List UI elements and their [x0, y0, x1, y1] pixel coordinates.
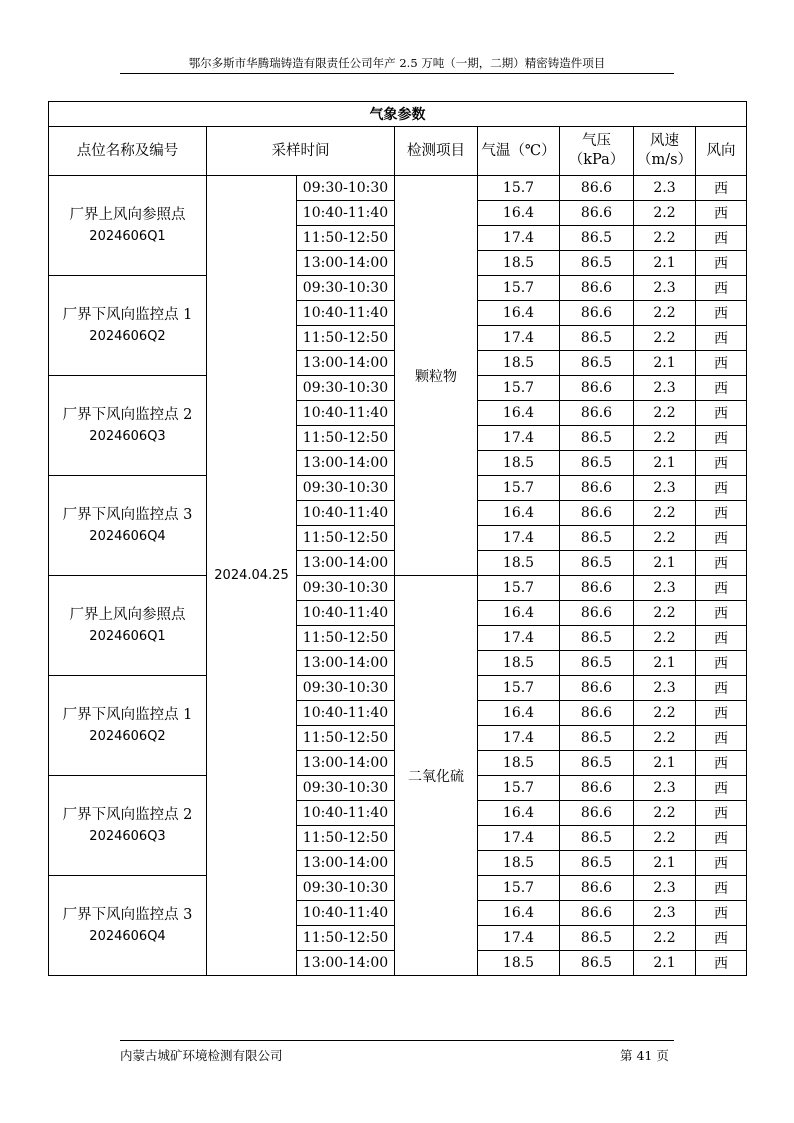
temp-cell: 15.7 [478, 376, 560, 401]
temp-cell: 15.7 [478, 676, 560, 701]
temp-cell: 16.4 [478, 901, 560, 926]
temp-cell: 18.5 [478, 251, 560, 276]
col-header-pressure-unit: （kPa） [568, 152, 625, 168]
item-cell: 二氧化硫 [395, 576, 478, 976]
item-cell: 颗粒物 [395, 176, 478, 576]
temp-cell: 15.7 [478, 876, 560, 901]
wind-dir-cell: 西 [696, 626, 747, 651]
pressure-cell: 86.5 [560, 526, 634, 551]
time-cell: 09:30-10:30 [297, 776, 395, 801]
col-header-point: 点位名称及编号 [49, 127, 207, 176]
table-row [49, 576, 747, 601]
wind-speed-cell: 2.3 [634, 376, 696, 401]
wind-dir-cell: 西 [696, 376, 747, 401]
pressure-cell: 86.5 [560, 751, 634, 776]
point-cell [49, 876, 207, 976]
wind-dir-cell: 西 [696, 776, 747, 801]
pressure-cell: 86.6 [560, 801, 634, 826]
time-cell: 11:50-12:50 [297, 926, 395, 951]
pressure-cell: 86.6 [560, 376, 634, 401]
point-cell [49, 476, 207, 576]
time-cell: 09:30-10:30 [297, 176, 395, 201]
wind-dir-cell: 西 [696, 926, 747, 951]
wind-dir-cell: 西 [696, 651, 747, 676]
time-cell: 09:30-10:30 [297, 576, 395, 601]
temp-cell: 17.4 [478, 926, 560, 951]
wind-dir-cell: 西 [696, 851, 747, 876]
pressure-cell: 86.6 [560, 301, 634, 326]
wind-speed-cell: 2.2 [634, 526, 696, 551]
pressure-cell: 86.5 [560, 351, 634, 376]
wind-speed-cell: 2.2 [634, 601, 696, 626]
wind-speed-cell: 2.2 [634, 701, 696, 726]
header-rule [120, 73, 674, 74]
time-cell: 09:30-10:30 [297, 676, 395, 701]
pressure-cell: 86.5 [560, 626, 634, 651]
wind-dir-cell: 西 [696, 276, 747, 301]
table-title: 气象参数 [49, 102, 747, 127]
wind-dir-cell: 西 [696, 301, 747, 326]
wind-speed-cell: 2.2 [634, 226, 696, 251]
table-row [49, 176, 747, 201]
pressure-cell: 86.6 [560, 576, 634, 601]
col-header-pressure [560, 127, 634, 176]
time-cell: 09:30-10:30 [297, 276, 395, 301]
point-code: 2024606Q3 [89, 428, 166, 444]
time-cell: 10:40-11:40 [297, 601, 395, 626]
temp-cell: 15.7 [478, 576, 560, 601]
wind-speed-cell: 2.3 [634, 776, 696, 801]
pressure-cell: 86.6 [560, 601, 634, 626]
pressure-cell: 86.5 [560, 326, 634, 351]
wind-speed-cell: 2.1 [634, 251, 696, 276]
wind-dir-cell: 西 [696, 501, 747, 526]
time-cell: 10:40-11:40 [297, 901, 395, 926]
point-code: 2024606Q3 [89, 828, 166, 844]
time-cell: 11:50-12:50 [297, 426, 395, 451]
temp-cell: 16.4 [478, 701, 560, 726]
pressure-cell: 86.6 [560, 701, 634, 726]
pressure-cell: 86.5 [560, 951, 634, 976]
temp-cell: 18.5 [478, 351, 560, 376]
point-name: 厂界下风向监控点 3 [62, 906, 193, 923]
pressure-cell: 86.5 [560, 226, 634, 251]
pressure-cell: 86.6 [560, 901, 634, 926]
temp-cell: 18.5 [478, 551, 560, 576]
time-cell: 13:00-14:00 [297, 351, 395, 376]
temp-cell: 18.5 [478, 651, 560, 676]
wind-dir-cell: 西 [696, 551, 747, 576]
wind-dir-cell: 西 [696, 351, 747, 376]
wind-dir-cell: 西 [696, 901, 747, 926]
wind-dir-cell: 西 [696, 701, 747, 726]
point-code: 2024606Q4 [89, 528, 166, 544]
wind-dir-cell: 西 [696, 951, 747, 976]
pressure-cell: 86.6 [560, 201, 634, 226]
point-cell [49, 776, 207, 876]
wind-speed-cell: 2.1 [634, 651, 696, 676]
time-cell: 13:00-14:00 [297, 751, 395, 776]
wind-dir-cell: 西 [696, 226, 747, 251]
point-cell [49, 176, 207, 276]
pressure-cell: 86.5 [560, 426, 634, 451]
footer-rule [120, 1040, 674, 1041]
point-code: 2024606Q2 [89, 728, 166, 744]
point-code: 2024606Q1 [89, 228, 166, 244]
temp-cell: 18.5 [478, 851, 560, 876]
time-cell: 10:40-11:40 [297, 701, 395, 726]
col-header-time: 采样时间 [207, 127, 395, 176]
weather-params-table [48, 101, 747, 976]
wind-dir-cell: 西 [696, 401, 747, 426]
col-header-wind-dir: 风向 [696, 127, 747, 176]
wind-dir-cell: 西 [696, 176, 747, 201]
pressure-cell: 86.6 [560, 876, 634, 901]
pressure-cell: 86.5 [560, 851, 634, 876]
temp-cell: 17.4 [478, 726, 560, 751]
point-cell [49, 276, 207, 376]
page-header: 鄂尔多斯市华腾瑞铸造有限责任公司年产 2.5 万吨（一期，二期）精密铸造件项目 [188, 56, 606, 70]
wind-dir-cell: 西 [696, 251, 747, 276]
wind-speed-cell: 2.2 [634, 501, 696, 526]
temp-cell: 16.4 [478, 601, 560, 626]
wind-speed-cell: 2.2 [634, 826, 696, 851]
temp-cell: 18.5 [478, 751, 560, 776]
pressure-cell: 86.6 [560, 501, 634, 526]
col-header-wind-speed-unit: （m/s） [636, 152, 693, 168]
wind-speed-cell: 2.2 [634, 801, 696, 826]
pressure-cell: 86.5 [560, 726, 634, 751]
temp-cell: 17.4 [478, 426, 560, 451]
wind-speed-cell: 2.2 [634, 401, 696, 426]
sampling-date: 2024.04.25 [207, 176, 297, 976]
wind-dir-cell: 西 [696, 676, 747, 701]
temp-cell: 16.4 [478, 501, 560, 526]
temp-cell: 16.4 [478, 301, 560, 326]
wind-speed-cell: 2.2 [634, 726, 696, 751]
temp-cell: 15.7 [478, 276, 560, 301]
point-name: 厂界下风向监控点 1 [62, 306, 193, 323]
footer-page-number: 第 41 页 [620, 1048, 669, 1063]
wind-dir-cell: 西 [696, 751, 747, 776]
wind-dir-cell: 西 [696, 426, 747, 451]
wind-dir-cell: 西 [696, 876, 747, 901]
wind-dir-cell: 西 [696, 451, 747, 476]
time-cell: 10:40-11:40 [297, 301, 395, 326]
pressure-cell: 86.5 [560, 451, 634, 476]
time-cell: 11:50-12:50 [297, 226, 395, 251]
temp-cell: 17.4 [478, 626, 560, 651]
temp-cell: 18.5 [478, 451, 560, 476]
wind-speed-cell: 2.3 [634, 901, 696, 926]
point-name: 厂界下风向监控点 2 [62, 806, 193, 823]
point-cell [49, 576, 207, 676]
time-cell: 13:00-14:00 [297, 551, 395, 576]
wind-speed-cell: 2.2 [634, 426, 696, 451]
wind-speed-cell: 2.1 [634, 451, 696, 476]
footer-company: 内蒙古城矿环境检测有限公司 [120, 1048, 283, 1063]
time-cell: 13:00-14:00 [297, 951, 395, 976]
pressure-cell: 86.5 [560, 926, 634, 951]
col-header-pressure-label: 气压 [582, 133, 611, 149]
time-cell: 09:30-10:30 [297, 376, 395, 401]
wind-dir-cell: 西 [696, 201, 747, 226]
point-cell [49, 676, 207, 776]
time-cell: 11:50-12:50 [297, 726, 395, 751]
time-cell: 10:40-11:40 [297, 801, 395, 826]
pressure-cell: 86.6 [560, 476, 634, 501]
temp-cell: 15.7 [478, 776, 560, 801]
time-cell: 11:50-12:50 [297, 326, 395, 351]
temp-cell: 15.7 [478, 476, 560, 501]
pressure-cell: 86.5 [560, 251, 634, 276]
wind-speed-cell: 2.1 [634, 951, 696, 976]
time-cell: 13:00-14:00 [297, 451, 395, 476]
wind-speed-cell: 2.1 [634, 851, 696, 876]
temp-cell: 17.4 [478, 226, 560, 251]
point-code: 2024606Q1 [89, 628, 166, 644]
pressure-cell: 86.6 [560, 676, 634, 701]
point-code: 2024606Q4 [89, 928, 166, 944]
time-cell: 11:50-12:50 [297, 626, 395, 651]
wind-dir-cell: 西 [696, 801, 747, 826]
time-cell: 11:50-12:50 [297, 526, 395, 551]
temp-cell: 18.5 [478, 951, 560, 976]
point-name: 厂界下风向监控点 1 [62, 706, 193, 723]
time-cell: 13:00-14:00 [297, 251, 395, 276]
time-cell: 10:40-11:40 [297, 201, 395, 226]
time-cell: 09:30-10:30 [297, 876, 395, 901]
wind-speed-cell: 2.2 [634, 926, 696, 951]
temp-cell: 16.4 [478, 801, 560, 826]
temp-cell: 17.4 [478, 326, 560, 351]
time-cell: 10:40-11:40 [297, 401, 395, 426]
col-header-temp: 气温（℃） [478, 127, 560, 176]
time-cell: 13:00-14:00 [297, 651, 395, 676]
point-name: 厂界下风向监控点 2 [62, 406, 193, 423]
col-header-item: 检测项目 [395, 127, 478, 176]
wind-dir-cell: 西 [696, 326, 747, 351]
pressure-cell: 86.5 [560, 826, 634, 851]
wind-speed-cell: 2.3 [634, 176, 696, 201]
pressure-cell: 86.6 [560, 276, 634, 301]
temp-cell: 16.4 [478, 401, 560, 426]
col-header-wind-speed [634, 127, 696, 176]
wind-speed-cell: 2.2 [634, 301, 696, 326]
temp-cell: 17.4 [478, 526, 560, 551]
point-name: 厂界上风向参照点 [69, 606, 186, 623]
wind-speed-cell: 2.3 [634, 876, 696, 901]
temp-cell: 16.4 [478, 201, 560, 226]
wind-speed-cell: 2.2 [634, 626, 696, 651]
wind-dir-cell: 西 [696, 476, 747, 501]
time-cell: 11:50-12:50 [297, 826, 395, 851]
wind-speed-cell: 2.2 [634, 201, 696, 226]
time-cell: 09:30-10:30 [297, 476, 395, 501]
time-cell: 13:00-14:00 [297, 851, 395, 876]
wind-speed-cell: 2.3 [634, 276, 696, 301]
wind-dir-cell: 西 [696, 826, 747, 851]
wind-speed-cell: 2.3 [634, 676, 696, 701]
table-body [49, 176, 747, 976]
point-name: 厂界上风向参照点 [69, 206, 186, 223]
wind-speed-cell: 2.3 [634, 476, 696, 501]
pressure-cell: 86.5 [560, 651, 634, 676]
temp-cell: 17.4 [478, 826, 560, 851]
pressure-cell: 86.5 [560, 551, 634, 576]
time-cell: 10:40-11:40 [297, 501, 395, 526]
wind-speed-cell: 2.1 [634, 551, 696, 576]
pressure-cell: 86.6 [560, 401, 634, 426]
point-name: 厂界下风向监控点 3 [62, 506, 193, 523]
pressure-cell: 86.6 [560, 176, 634, 201]
pressure-cell: 86.6 [560, 776, 634, 801]
wind-dir-cell: 西 [696, 726, 747, 751]
wind-dir-cell: 西 [696, 601, 747, 626]
wind-dir-cell: 西 [696, 576, 747, 601]
wind-speed-cell: 2.2 [634, 326, 696, 351]
wind-speed-cell: 2.1 [634, 751, 696, 776]
temp-cell: 15.7 [478, 176, 560, 201]
col-header-wind-speed-label: 风速 [650, 133, 679, 149]
point-code: 2024606Q2 [89, 328, 166, 344]
wind-speed-cell: 2.3 [634, 576, 696, 601]
wind-dir-cell: 西 [696, 526, 747, 551]
wind-speed-cell: 2.1 [634, 351, 696, 376]
point-cell [49, 376, 207, 476]
